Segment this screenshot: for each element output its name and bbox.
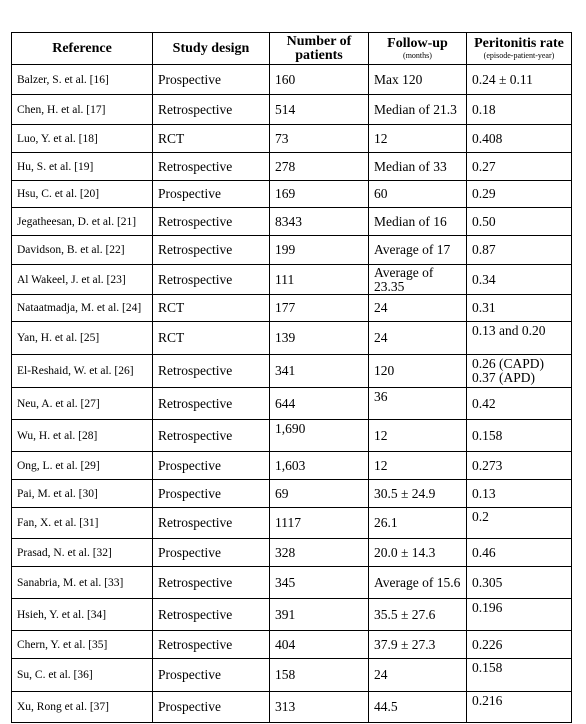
cell-study-design: Retrospective: [153, 236, 270, 265]
cell-rate: 0.273: [467, 452, 572, 480]
table-row: [12, 388, 572, 420]
cell-patients: 139: [270, 322, 369, 355]
table-row: [12, 692, 572, 723]
cell-study-design: Prospective: [153, 539, 270, 567]
table-row: [12, 95, 572, 125]
cell-study-design: Retrospective: [153, 95, 270, 125]
cell-study-design: Retrospective: [153, 388, 270, 420]
cell-study-design: Prospective: [153, 181, 270, 208]
cell-rate: 0.31: [467, 295, 572, 322]
cell-study-design: RCT: [153, 295, 270, 322]
cell-patients: 1,690: [270, 420, 369, 452]
cell-reference: Balzer, S. et al. [16]: [12, 65, 153, 95]
cell-study-design: Retrospective: [153, 208, 270, 236]
cell-rate: 0.196: [467, 599, 572, 631]
cell-reference: Hu, S. et al. [19]: [12, 153, 153, 181]
table-row: [12, 181, 572, 208]
cell-rate: 0.34: [467, 265, 572, 295]
table-body: [12, 65, 572, 723]
cell-follow-up: Median of 21.3: [369, 95, 467, 125]
cell-study-design: Retrospective: [153, 265, 270, 295]
cell-patients: 391: [270, 599, 369, 631]
table-row: [12, 452, 572, 480]
cell-rate: 0.27: [467, 153, 572, 181]
cell-follow-up: 12: [369, 125, 467, 153]
header-peritonitis-rate-unit: (episode-patient-year): [483, 50, 555, 60]
cell-patients: 278: [270, 153, 369, 181]
cell-patients: 69: [270, 480, 369, 508]
cell-rate: 0.42: [467, 388, 572, 420]
cell-patients: 8343: [270, 208, 369, 236]
cell-study-design: RCT: [153, 125, 270, 153]
cell-patients: 160: [270, 65, 369, 95]
cell-rate: 0.408: [467, 125, 572, 153]
cell-reference: Ong, L. et al. [29]: [12, 452, 153, 480]
cell-patients: 1,603: [270, 452, 369, 480]
cell-reference: Xu, Rong et al. [37]: [12, 692, 153, 723]
cell-patients: 169: [270, 181, 369, 208]
cell-patients: 514: [270, 95, 369, 125]
cell-study-design: RCT: [153, 322, 270, 355]
table-row: [12, 659, 572, 692]
cell-reference: Yan, H. et al. [25]: [12, 322, 153, 355]
cell-reference: Chern, Y. et al. [35]: [12, 631, 153, 659]
cell-follow-up: 24: [369, 659, 467, 692]
cell-follow-up: 24: [369, 295, 467, 322]
cell-patients: 1117: [270, 508, 369, 539]
cell-follow-up: 26.1: [369, 508, 467, 539]
header-reference: Reference: [12, 33, 153, 65]
cell-patients: 644: [270, 388, 369, 420]
cell-reference: Davidson, B. et al. [22]: [12, 236, 153, 265]
cell-study-design: Retrospective: [153, 631, 270, 659]
cell-study-design: Prospective: [153, 65, 270, 95]
table-row: [12, 208, 572, 236]
table-row: [12, 631, 572, 659]
cell-study-design: Retrospective: [153, 567, 270, 599]
cell-patients: 73: [270, 125, 369, 153]
cell-rate: 0.18: [467, 95, 572, 125]
cell-reference: Chen, H. et al. [17]: [12, 95, 153, 125]
cell-rate: 0.305: [467, 567, 572, 599]
cell-reference: Al Wakeel, J. et al. [23]: [12, 265, 153, 295]
header-study-design: Study design: [153, 33, 270, 65]
table-row: [12, 265, 572, 295]
cell-rate: 0.158: [467, 659, 572, 692]
cell-reference: El-Reshaid, W. et al. [26]: [12, 355, 153, 388]
cell-follow-up: 35.5 ± 27.6: [369, 599, 467, 631]
cell-reference: Su, C. et al. [36]: [12, 659, 153, 692]
table-row: [12, 420, 572, 452]
cell-study-design: Retrospective: [153, 420, 270, 452]
table-row: [12, 153, 572, 181]
cell-reference: Wu, H. et al. [28]: [12, 420, 153, 452]
cell-patients: 177: [270, 295, 369, 322]
cell-patients: 313: [270, 692, 369, 723]
cell-reference: Hsieh, Y. et al. [34]: [12, 599, 153, 631]
header-row: [12, 33, 572, 65]
cell-follow-up: 37.9 ± 27.3: [369, 631, 467, 659]
cell-rate: 0.29: [467, 181, 572, 208]
cell-rate: 0.158: [467, 420, 572, 452]
cell-follow-up: Average of 15.6: [369, 567, 467, 599]
cell-patients: 199: [270, 236, 369, 265]
cell-patients: 404: [270, 631, 369, 659]
cell-follow-up: Max 120: [369, 65, 467, 95]
header-peritonitis-rate: Peritonitis rate (episode-patient-year): [467, 33, 572, 65]
table-row: [12, 236, 572, 265]
cell-follow-up: Average of 23.35: [369, 265, 467, 295]
cell-study-design: Prospective: [153, 659, 270, 692]
cell-study-design: Retrospective: [153, 508, 270, 539]
table-row: [12, 65, 572, 95]
cell-follow-up: 24: [369, 322, 467, 355]
cell-patients: 111: [270, 265, 369, 295]
cell-follow-up: 30.5 ± 24.9: [369, 480, 467, 508]
cell-follow-up: Median of 33: [369, 153, 467, 181]
cell-reference: Fan, X. et al. [31]: [12, 508, 153, 539]
header-follow-up-unit: (months): [403, 50, 432, 60]
table-row: [12, 599, 572, 631]
cell-follow-up: Median of 16: [369, 208, 467, 236]
header-number-of-patients: Number of patients: [270, 33, 369, 65]
cell-reference: Pai, M. et al. [30]: [12, 480, 153, 508]
table-row: [12, 355, 572, 388]
table-row: [12, 322, 572, 355]
cell-follow-up: 12: [369, 452, 467, 480]
cell-study-design: Retrospective: [153, 355, 270, 388]
cell-reference: Sanabria, M. et al. [33]: [12, 567, 153, 599]
cell-rate: 0.2: [467, 508, 572, 539]
cell-study-design: Prospective: [153, 452, 270, 480]
cell-study-design: Prospective: [153, 692, 270, 723]
header-follow-up: Follow-up (months): [369, 33, 467, 65]
cell-rate: 0.50: [467, 208, 572, 236]
cell-reference: Luo, Y. et al. [18]: [12, 125, 153, 153]
table-row: [12, 539, 572, 567]
table-row: [12, 295, 572, 322]
cell-patients: 345: [270, 567, 369, 599]
cell-follow-up: 12: [369, 420, 467, 452]
cell-rate: 0.226: [467, 631, 572, 659]
cell-study-design: Retrospective: [153, 153, 270, 181]
cell-reference: Hsu, C. et al. [20]: [12, 181, 153, 208]
cell-study-design: Retrospective: [153, 599, 270, 631]
cell-follow-up: 20.0 ± 14.3: [369, 539, 467, 567]
cell-reference: Nataatmadja, M. et al. [24]: [12, 295, 153, 322]
table-row: [12, 125, 572, 153]
cell-patients: 158: [270, 659, 369, 692]
cell-rate: 0.13: [467, 480, 572, 508]
table-row: [12, 567, 572, 599]
cell-follow-up: 44.5: [369, 692, 467, 723]
cell-follow-up: 36: [369, 388, 467, 420]
cell-reference: Neu, A. et al. [27]: [12, 388, 153, 420]
cell-patients: 341: [270, 355, 369, 388]
cell-rate: 0.216: [467, 692, 572, 723]
cell-rate: 0.24 ± 0.11: [467, 65, 572, 95]
cell-rate: 0.13 and 0.20: [467, 322, 572, 355]
cell-study-design: Prospective: [153, 480, 270, 508]
cell-rate: 0.26 (CAPD) 0.37 (APD): [467, 355, 572, 388]
peritonitis-studies-table: [11, 32, 572, 723]
cell-follow-up: 120: [369, 355, 467, 388]
cell-reference: Prasad, N. et al. [32]: [12, 539, 153, 567]
cell-patients: 328: [270, 539, 369, 567]
cell-reference: Jegatheesan, D. et al. [21]: [12, 208, 153, 236]
cell-rate: 0.87: [467, 236, 572, 265]
cell-follow-up: Average of 17: [369, 236, 467, 265]
table-row: [12, 480, 572, 508]
cell-rate: 0.46: [467, 539, 572, 567]
table-row: [12, 508, 572, 539]
cell-follow-up: 60: [369, 181, 467, 208]
